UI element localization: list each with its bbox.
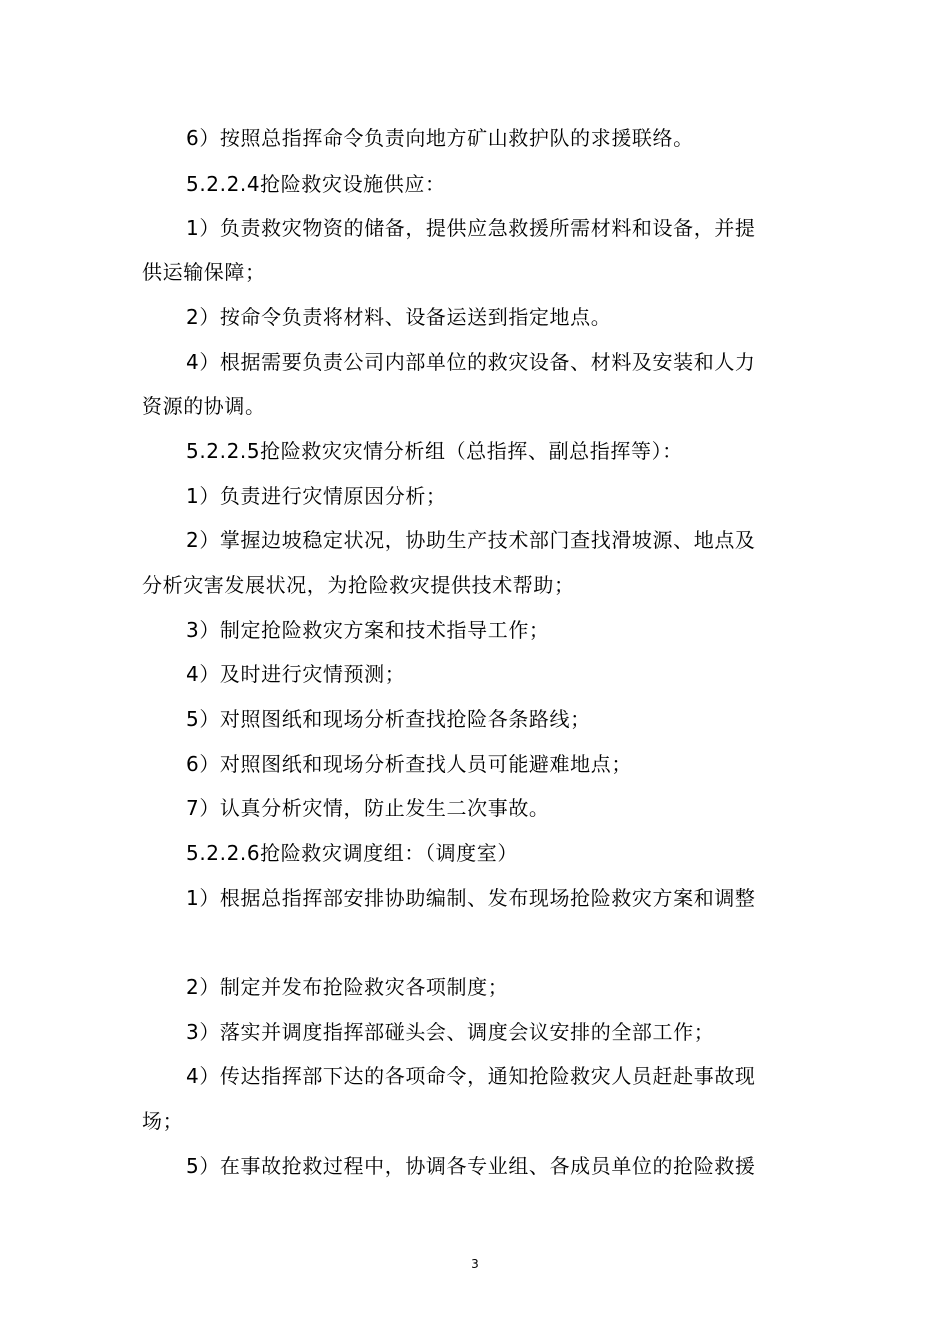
text-line: 6）对照图纸和现场分析查找人员可能避难地点； [186, 752, 632, 776]
text-line: 3）落实并调度指挥部碰头会、调度会议安排的全部工作； [186, 1020, 715, 1044]
text-line: 分析灾害发展状况，为抢险救灾提供技术帮助； [142, 573, 575, 597]
text-line: 4）传达指挥部下达的各项命令，通知抢险救灾人员赶赴事故现 [186, 1064, 756, 1088]
text-line: 资源的协调。 [142, 394, 266, 418]
text-line: 5）在事故抢救过程中，协调各专业组、各成员单位的抢险救援 [186, 1154, 756, 1178]
page-number: 3 [471, 1257, 479, 1271]
section-heading: 5.2.2.6抢险救灾调度组：（调度室） [186, 841, 518, 865]
text-line: 4）及时进行灾情预测； [186, 662, 406, 686]
text-line: 3）制定抢险救灾方案和技术指导工作； [186, 618, 550, 642]
text-line: 6）按照总指挥命令负责向地方矿山救护队的求援联络。 [186, 126, 694, 150]
text-line: 场； [142, 1109, 184, 1133]
text-line: 1）根据总指挥部安排协助编制、发布现场抢险救灾方案和调整 [186, 886, 756, 910]
text-line: 4）根据需要负责公司内部单位的救灾设备、材料及安装和人力 [186, 350, 756, 374]
text-line: 供运输保障； [142, 260, 266, 284]
section-heading: 5.2.2.4抢险救灾设施供应： [186, 172, 446, 196]
text-line: 2）掌握边坡稳定状况，协助生产技术部门查找滑坡源、地点及 [186, 528, 756, 552]
section-heading: 5.2.2.5抢险救灾灾情分析组（总指挥、副总指挥等）： [186, 439, 683, 463]
text-line: 1）负责进行灾情原因分析； [186, 484, 447, 508]
text-line: 2）按命令负责将材料、设备运送到指定地点。 [186, 305, 612, 329]
text-line: 5）对照图纸和现场分析查找抢险各条路线； [186, 707, 591, 731]
text-line: 7）认真分析灾情，防止发生二次事故。 [186, 796, 550, 820]
text-line: 1）负责救灾物资的储备，提供应急救援所需材料和设备，并提 [186, 216, 756, 240]
text-line: 2）制定并发布抢险救灾各项制度； [186, 975, 509, 999]
